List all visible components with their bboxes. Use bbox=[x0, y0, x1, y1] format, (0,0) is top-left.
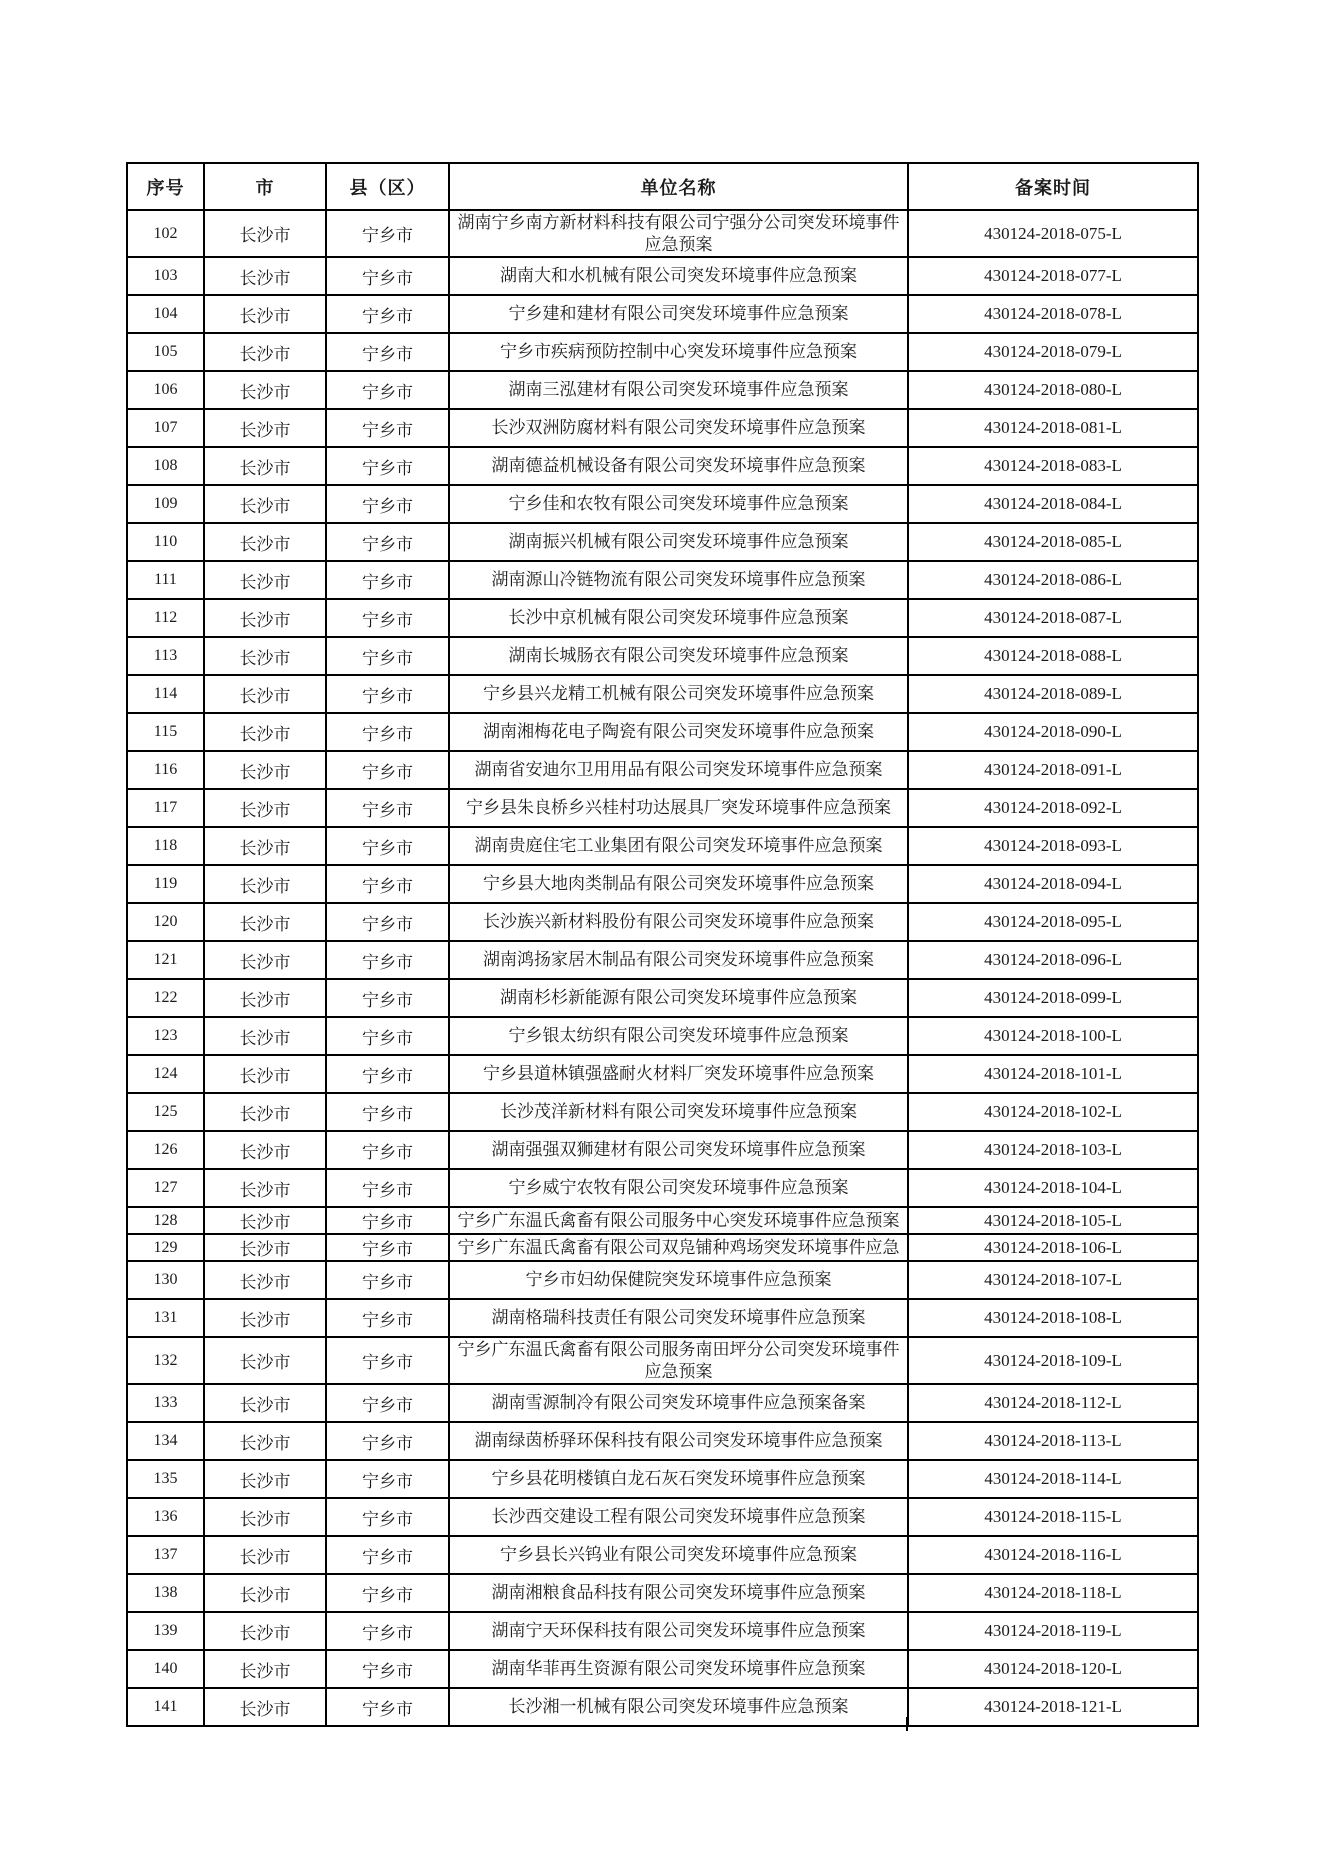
cell-unit-name: 长沙双洲防腐材料有限公司突发环境事件应急预案 bbox=[449, 409, 908, 447]
cell-seq: 109 bbox=[127, 485, 204, 523]
cell-city: 长沙市 bbox=[204, 333, 326, 371]
cell-seq: 104 bbox=[127, 295, 204, 333]
table-row bbox=[127, 1234, 1198, 1261]
table-row bbox=[127, 1131, 1198, 1169]
cell-city: 长沙市 bbox=[204, 561, 326, 599]
table-row bbox=[127, 333, 1198, 371]
cell-record-number: 430124-2018-121-L bbox=[908, 1688, 1198, 1726]
cell-city: 长沙市 bbox=[204, 1688, 326, 1726]
table-row bbox=[127, 561, 1198, 599]
cell-seq: 112 bbox=[127, 599, 204, 637]
cell-city: 长沙市 bbox=[204, 903, 326, 941]
cell-city: 长沙市 bbox=[204, 1422, 326, 1460]
cell-unit-name: 长沙西交建设工程有限公司突发环境事件应急预案 bbox=[449, 1498, 908, 1536]
table-row bbox=[127, 827, 1198, 865]
cell-unit-name: 湖南华菲再生资源有限公司突发环境事件应急预案 bbox=[449, 1650, 908, 1688]
table-bottom-divider-stub bbox=[906, 1717, 908, 1731]
cell-city: 长沙市 bbox=[204, 789, 326, 827]
cell-record-number: 430124-2018-091-L bbox=[908, 751, 1198, 789]
table-row bbox=[127, 485, 1198, 523]
cell-record-number: 430124-2018-102-L bbox=[908, 1093, 1198, 1131]
cell-seq: 141 bbox=[127, 1688, 204, 1726]
cell-city: 长沙市 bbox=[204, 447, 326, 485]
cell-record-number: 430124-2018-093-L bbox=[908, 827, 1198, 865]
table-row bbox=[127, 1299, 1198, 1337]
cell-seq: 127 bbox=[127, 1169, 204, 1207]
cell-county: 宁乡市 bbox=[326, 485, 449, 523]
cell-county: 宁乡市 bbox=[326, 1460, 449, 1498]
cell-record-number: 430124-2018-105-L bbox=[908, 1207, 1198, 1234]
cell-county: 宁乡市 bbox=[326, 941, 449, 979]
cell-record-number: 430124-2018-103-L bbox=[908, 1131, 1198, 1169]
cell-seq: 129 bbox=[127, 1234, 204, 1261]
table-row bbox=[127, 713, 1198, 751]
cell-county: 宁乡市 bbox=[326, 1384, 449, 1422]
cell-record-number: 430124-2018-104-L bbox=[908, 1169, 1198, 1207]
cell-county: 宁乡市 bbox=[326, 713, 449, 751]
cell-county: 宁乡市 bbox=[326, 1498, 449, 1536]
cell-seq: 105 bbox=[127, 333, 204, 371]
cell-record-number: 430124-2018-118-L bbox=[908, 1574, 1198, 1612]
cell-county: 宁乡市 bbox=[326, 257, 449, 295]
cell-unit-name: 湖南宁乡南方新材料科技有限公司宁强分公司突发环境事件应急预案 bbox=[449, 210, 908, 257]
cell-record-number: 430124-2018-115-L bbox=[908, 1498, 1198, 1536]
cell-record-number: 430124-2018-088-L bbox=[908, 637, 1198, 675]
cell-record-number: 430124-2018-090-L bbox=[908, 713, 1198, 751]
cell-city: 长沙市 bbox=[204, 523, 326, 561]
cell-city: 长沙市 bbox=[204, 485, 326, 523]
table-row bbox=[127, 941, 1198, 979]
table-row bbox=[127, 409, 1198, 447]
cell-county: 宁乡市 bbox=[326, 1261, 449, 1299]
cell-seq: 130 bbox=[127, 1261, 204, 1299]
cell-seq: 121 bbox=[127, 941, 204, 979]
cell-unit-name: 宁乡县朱良桥乡兴桂村功达展具厂突发环境事件应急预案 bbox=[449, 789, 908, 827]
cell-unit-name: 湖南强强双狮建材有限公司突发环境事件应急预案 bbox=[449, 1131, 908, 1169]
cell-unit-name: 湖南湘粮食品科技有限公司突发环境事件应急预案 bbox=[449, 1574, 908, 1612]
table-row bbox=[127, 637, 1198, 675]
cell-city: 长沙市 bbox=[204, 1498, 326, 1536]
cell-seq: 115 bbox=[127, 713, 204, 751]
cell-city: 长沙市 bbox=[204, 979, 326, 1017]
cell-county: 宁乡市 bbox=[326, 1131, 449, 1169]
cell-unit-name: 宁乡广东温氏禽畜有限公司双凫铺种鸡场突发环境事件应急 bbox=[449, 1234, 908, 1261]
table-header-row bbox=[127, 163, 1198, 210]
cell-city: 长沙市 bbox=[204, 1017, 326, 1055]
cell-unit-name: 湖南源山冷链物流有限公司突发环境事件应急预案 bbox=[449, 561, 908, 599]
cell-county: 宁乡市 bbox=[326, 1017, 449, 1055]
cell-seq: 137 bbox=[127, 1536, 204, 1574]
cell-record-number: 430124-2018-080-L bbox=[908, 371, 1198, 409]
cell-unit-name: 湖南省安迪尔卫用用品有限公司突发环境事件应急预案 bbox=[449, 751, 908, 789]
cell-record-number: 430124-2018-100-L bbox=[908, 1017, 1198, 1055]
cell-record-number: 430124-2018-078-L bbox=[908, 295, 1198, 333]
cell-seq: 106 bbox=[127, 371, 204, 409]
cell-city: 长沙市 bbox=[204, 1460, 326, 1498]
cell-unit-name: 湖南格瑞科技责任有限公司突发环境事件应急预案 bbox=[449, 1299, 908, 1337]
cell-unit-name: 湖南大和水机械有限公司突发环境事件应急预案 bbox=[449, 257, 908, 295]
cell-county: 宁乡市 bbox=[326, 1207, 449, 1234]
cell-city: 长沙市 bbox=[204, 1650, 326, 1688]
cell-record-number: 430124-2018-096-L bbox=[908, 941, 1198, 979]
cell-county: 宁乡市 bbox=[326, 447, 449, 485]
cell-county: 宁乡市 bbox=[326, 371, 449, 409]
table-body bbox=[127, 210, 1198, 1726]
cell-record-number: 430124-2018-084-L bbox=[908, 485, 1198, 523]
cell-unit-name: 长沙湘一机械有限公司突发环境事件应急预案 bbox=[449, 1688, 908, 1726]
cell-seq: 111 bbox=[127, 561, 204, 599]
cell-unit-name: 湖南振兴机械有限公司突发环境事件应急预案 bbox=[449, 523, 908, 561]
cell-city: 长沙市 bbox=[204, 257, 326, 295]
cell-city: 长沙市 bbox=[204, 1612, 326, 1650]
cell-record-number: 430124-2018-081-L bbox=[908, 409, 1198, 447]
cell-city: 长沙市 bbox=[204, 295, 326, 333]
cell-seq: 117 bbox=[127, 789, 204, 827]
cell-unit-name: 宁乡广东温氏禽畜有限公司服务中心突发环境事件应急预案 bbox=[449, 1207, 908, 1234]
cell-city: 长沙市 bbox=[204, 371, 326, 409]
table-row bbox=[127, 371, 1198, 409]
table-row bbox=[127, 1688, 1198, 1726]
table-row bbox=[127, 295, 1198, 333]
cell-unit-name: 宁乡县道林镇强盛耐火材料厂突发环境事件应急预案 bbox=[449, 1055, 908, 1093]
cell-seq: 139 bbox=[127, 1612, 204, 1650]
cell-unit-name: 宁乡市疾病预防控制中心突发环境事件应急预案 bbox=[449, 333, 908, 371]
cell-county: 宁乡市 bbox=[326, 1337, 449, 1384]
records-table bbox=[126, 162, 1199, 1727]
cell-city: 长沙市 bbox=[204, 827, 326, 865]
cell-city: 长沙市 bbox=[204, 409, 326, 447]
cell-unit-name: 宁乡建和建材有限公司突发环境事件应急预案 bbox=[449, 295, 908, 333]
table-row bbox=[127, 1498, 1198, 1536]
cell-unit-name: 湖南贵庭住宅工业集团有限公司突发环境事件应急预案 bbox=[449, 827, 908, 865]
cell-unit-name: 宁乡威宁农牧有限公司突发环境事件应急预案 bbox=[449, 1169, 908, 1207]
table-row bbox=[127, 1650, 1198, 1688]
table-row bbox=[127, 599, 1198, 637]
cell-record-number: 430124-2018-112-L bbox=[908, 1384, 1198, 1422]
cell-record-number: 430124-2018-095-L bbox=[908, 903, 1198, 941]
cell-unit-name: 湖南湘梅花电子陶瓷有限公司突发环境事件应急预案 bbox=[449, 713, 908, 751]
table-row bbox=[127, 675, 1198, 713]
cell-county: 宁乡市 bbox=[326, 979, 449, 1017]
cell-record-number: 430124-2018-116-L bbox=[908, 1536, 1198, 1574]
cell-county: 宁乡市 bbox=[326, 599, 449, 637]
cell-unit-name: 宁乡广东温氏禽畜有限公司服务南田坪分公司突发环境事件应急预案 bbox=[449, 1337, 908, 1384]
cell-county: 宁乡市 bbox=[326, 333, 449, 371]
header-cell-record-number: 备案时间 bbox=[908, 163, 1198, 210]
table-row bbox=[127, 1207, 1198, 1234]
cell-seq: 126 bbox=[127, 1131, 204, 1169]
cell-county: 宁乡市 bbox=[326, 827, 449, 865]
table-row bbox=[127, 789, 1198, 827]
cell-record-number: 430124-2018-077-L bbox=[908, 257, 1198, 295]
cell-unit-name: 长沙茂洋新材料有限公司突发环境事件应急预案 bbox=[449, 1093, 908, 1131]
cell-unit-name: 宁乡佳和农牧有限公司突发环境事件应急预案 bbox=[449, 485, 908, 523]
cell-county: 宁乡市 bbox=[326, 865, 449, 903]
table-row bbox=[127, 210, 1198, 257]
cell-unit-name: 长沙族兴新材料股份有限公司突发环境事件应急预案 bbox=[449, 903, 908, 941]
cell-seq: 133 bbox=[127, 1384, 204, 1422]
cell-unit-name: 湖南德益机械设备有限公司突发环境事件应急预案 bbox=[449, 447, 908, 485]
cell-county: 宁乡市 bbox=[326, 561, 449, 599]
cell-unit-name: 宁乡银太纺织有限公司突发环境事件应急预案 bbox=[449, 1017, 908, 1055]
cell-record-number: 430124-2018-120-L bbox=[908, 1650, 1198, 1688]
cell-record-number: 430124-2018-089-L bbox=[908, 675, 1198, 713]
cell-record-number: 430124-2018-101-L bbox=[908, 1055, 1198, 1093]
cell-city: 长沙市 bbox=[204, 1384, 326, 1422]
cell-city: 长沙市 bbox=[204, 1337, 326, 1384]
cell-unit-name: 湖南三泓建材有限公司突发环境事件应急预案 bbox=[449, 371, 908, 409]
cell-city: 长沙市 bbox=[204, 637, 326, 675]
table-row bbox=[127, 1017, 1198, 1055]
cell-unit-name: 宁乡县长兴钨业有限公司突发环境事件应急预案 bbox=[449, 1536, 908, 1574]
cell-seq: 134 bbox=[127, 1422, 204, 1460]
cell-seq: 138 bbox=[127, 1574, 204, 1612]
cell-seq: 118 bbox=[127, 827, 204, 865]
cell-county: 宁乡市 bbox=[326, 409, 449, 447]
cell-seq: 120 bbox=[127, 903, 204, 941]
cell-record-number: 430124-2018-079-L bbox=[908, 333, 1198, 371]
cell-seq: 125 bbox=[127, 1093, 204, 1131]
cell-city: 长沙市 bbox=[204, 865, 326, 903]
cell-county: 宁乡市 bbox=[326, 1093, 449, 1131]
cell-record-number: 430124-2018-108-L bbox=[908, 1299, 1198, 1337]
cell-city: 长沙市 bbox=[204, 751, 326, 789]
cell-seq: 128 bbox=[127, 1207, 204, 1234]
cell-city: 长沙市 bbox=[204, 1169, 326, 1207]
cell-record-number: 430124-2018-106-L bbox=[908, 1234, 1198, 1261]
cell-record-number: 430124-2018-107-L bbox=[908, 1261, 1198, 1299]
table-row bbox=[127, 1169, 1198, 1207]
cell-record-number: 430124-2018-099-L bbox=[908, 979, 1198, 1017]
table-row bbox=[127, 1612, 1198, 1650]
table-row bbox=[127, 903, 1198, 941]
header-cell-unit-name: 单位名称 bbox=[449, 163, 908, 210]
table-row bbox=[127, 751, 1198, 789]
cell-county: 宁乡市 bbox=[326, 1650, 449, 1688]
cell-county: 宁乡市 bbox=[326, 1574, 449, 1612]
cell-county: 宁乡市 bbox=[326, 1234, 449, 1261]
cell-record-number: 430124-2018-087-L bbox=[908, 599, 1198, 637]
table-row bbox=[127, 257, 1198, 295]
cell-record-number: 430124-2018-086-L bbox=[908, 561, 1198, 599]
cell-seq: 119 bbox=[127, 865, 204, 903]
cell-city: 长沙市 bbox=[204, 1131, 326, 1169]
cell-record-number: 430124-2018-075-L bbox=[908, 210, 1198, 257]
cell-county: 宁乡市 bbox=[326, 1299, 449, 1337]
cell-seq: 124 bbox=[127, 1055, 204, 1093]
cell-county: 宁乡市 bbox=[326, 675, 449, 713]
cell-seq: 103 bbox=[127, 257, 204, 295]
cell-county: 宁乡市 bbox=[326, 1422, 449, 1460]
cell-unit-name: 湖南雪源制冷有限公司突发环境事件应急预案备案 bbox=[449, 1384, 908, 1422]
cell-seq: 131 bbox=[127, 1299, 204, 1337]
cell-city: 长沙市 bbox=[204, 599, 326, 637]
cell-unit-name: 湖南宁天环保科技有限公司突发环境事件应急预案 bbox=[449, 1612, 908, 1650]
cell-county: 宁乡市 bbox=[326, 903, 449, 941]
cell-seq: 123 bbox=[127, 1017, 204, 1055]
cell-unit-name: 宁乡县花明楼镇白龙石灰石突发环境事件应急预案 bbox=[449, 1460, 908, 1498]
header-cell-city: 市 bbox=[204, 163, 326, 210]
cell-city: 长沙市 bbox=[204, 1234, 326, 1261]
cell-unit-name: 长沙中京机械有限公司突发环境事件应急预案 bbox=[449, 599, 908, 637]
cell-city: 长沙市 bbox=[204, 1536, 326, 1574]
cell-seq: 102 bbox=[127, 210, 204, 257]
cell-county: 宁乡市 bbox=[326, 1612, 449, 1650]
cell-seq: 136 bbox=[127, 1498, 204, 1536]
table-row bbox=[127, 523, 1198, 561]
table-row bbox=[127, 1422, 1198, 1460]
cell-seq: 116 bbox=[127, 751, 204, 789]
cell-city: 长沙市 bbox=[204, 1055, 326, 1093]
cell-city: 长沙市 bbox=[204, 1261, 326, 1299]
cell-county: 宁乡市 bbox=[326, 210, 449, 257]
cell-county: 宁乡市 bbox=[326, 523, 449, 561]
cell-city: 长沙市 bbox=[204, 1574, 326, 1612]
cell-city: 长沙市 bbox=[204, 675, 326, 713]
cell-seq: 107 bbox=[127, 409, 204, 447]
cell-seq: 140 bbox=[127, 1650, 204, 1688]
table-row bbox=[127, 1460, 1198, 1498]
cell-seq: 110 bbox=[127, 523, 204, 561]
table-row bbox=[127, 1536, 1198, 1574]
table-row bbox=[127, 1055, 1198, 1093]
cell-city: 长沙市 bbox=[204, 210, 326, 257]
cell-record-number: 430124-2018-085-L bbox=[908, 523, 1198, 561]
cell-county: 宁乡市 bbox=[326, 751, 449, 789]
cell-seq: 122 bbox=[127, 979, 204, 1017]
cell-seq: 113 bbox=[127, 637, 204, 675]
cell-county: 宁乡市 bbox=[326, 637, 449, 675]
cell-unit-name: 湖南长城肠衣有限公司突发环境事件应急预案 bbox=[449, 637, 908, 675]
cell-record-number: 430124-2018-094-L bbox=[908, 865, 1198, 903]
cell-record-number: 430124-2018-092-L bbox=[908, 789, 1198, 827]
cell-unit-name: 湖南绿茵桥驿环保科技有限公司突发环境事件应急预案 bbox=[449, 1422, 908, 1460]
cell-county: 宁乡市 bbox=[326, 789, 449, 827]
table-row bbox=[127, 865, 1198, 903]
cell-record-number: 430124-2018-114-L bbox=[908, 1460, 1198, 1498]
cell-city: 长沙市 bbox=[204, 1093, 326, 1131]
cell-record-number: 430124-2018-119-L bbox=[908, 1612, 1198, 1650]
cell-county: 宁乡市 bbox=[326, 1169, 449, 1207]
cell-county: 宁乡市 bbox=[326, 1055, 449, 1093]
cell-seq: 108 bbox=[127, 447, 204, 485]
table-row bbox=[127, 979, 1198, 1017]
header-cell-county: 县（区） bbox=[326, 163, 449, 210]
cell-city: 长沙市 bbox=[204, 1207, 326, 1234]
table-row bbox=[127, 1337, 1198, 1384]
header-cell-seq: 序号 bbox=[127, 163, 204, 210]
cell-record-number: 430124-2018-109-L bbox=[908, 1337, 1198, 1384]
cell-city: 长沙市 bbox=[204, 1299, 326, 1337]
cell-seq: 135 bbox=[127, 1460, 204, 1498]
cell-unit-name: 湖南杉杉新能源有限公司突发环境事件应急预案 bbox=[449, 979, 908, 1017]
table-row bbox=[127, 1093, 1198, 1131]
table-row bbox=[127, 1574, 1198, 1612]
table-row bbox=[127, 1261, 1198, 1299]
cell-record-number: 430124-2018-113-L bbox=[908, 1422, 1198, 1460]
table-row bbox=[127, 1384, 1198, 1422]
cell-unit-name: 宁乡县大地肉类制品有限公司突发环境事件应急预案 bbox=[449, 865, 908, 903]
cell-city: 长沙市 bbox=[204, 713, 326, 751]
cell-city: 长沙市 bbox=[204, 941, 326, 979]
cell-seq: 114 bbox=[127, 675, 204, 713]
cell-seq: 132 bbox=[127, 1337, 204, 1384]
cell-county: 宁乡市 bbox=[326, 295, 449, 333]
cell-unit-name: 宁乡市妇幼保健院突发环境事件应急预案 bbox=[449, 1261, 908, 1299]
cell-record-number: 430124-2018-083-L bbox=[908, 447, 1198, 485]
cell-county: 宁乡市 bbox=[326, 1536, 449, 1574]
cell-unit-name: 湖南鸿扬家居木制品有限公司突发环境事件应急预案 bbox=[449, 941, 908, 979]
cell-county: 宁乡市 bbox=[326, 1688, 449, 1726]
cell-unit-name: 宁乡县兴龙精工机械有限公司突发环境事件应急预案 bbox=[449, 675, 908, 713]
table-row bbox=[127, 447, 1198, 485]
